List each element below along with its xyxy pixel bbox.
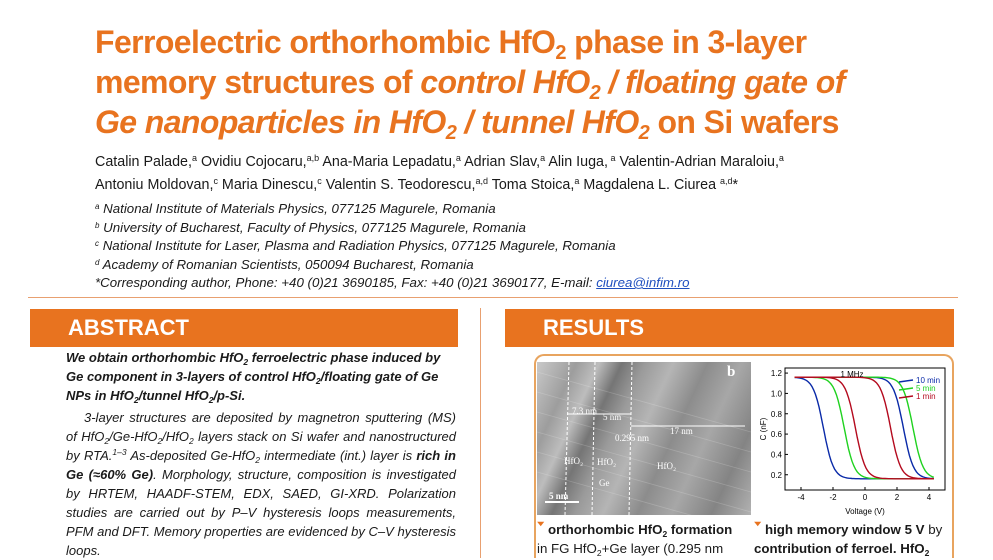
tem-layer-label: HfO₂ <box>597 457 617 467</box>
tem-micrograph <box>537 362 751 515</box>
x-tick-label: 4 <box>926 493 932 502</box>
results-heading: RESULTS <box>505 309 954 347</box>
y-tick-label: 1.2 <box>770 369 782 379</box>
header-divider <box>28 297 958 298</box>
tem-panel-label: b <box>727 364 736 380</box>
affiliation: $^d$ Academy of Romanian Scientists, 050094 Bucharest, Romania <box>95 256 474 272</box>
affiliation: $^b$ University of Bucharest, Faculty of Physics, 077125 Magurele, Romania <box>95 219 526 235</box>
affiliation: $^c$ National Institute for Laser, Plasma and Radiation Physics, 077125 Magurele, Romania <box>95 238 616 253</box>
y-tick-label: 0.8 <box>770 409 782 419</box>
tem-scale-bar-label: 5 nm <box>549 491 569 501</box>
cv-hysteresis-chart <box>757 362 955 520</box>
chart-title: 1 MHz <box>840 370 864 379</box>
tem-dimension-label: 17 nm <box>670 426 693 436</box>
x-tick-label: -2 <box>829 493 837 502</box>
y-tick-label: 0.2 <box>770 470 782 480</box>
tem-layer-label: HfO₂ <box>564 456 584 466</box>
y-tick-label: 1.0 <box>770 389 782 399</box>
affiliation: $^a$ National Institute of Materials Physics, 077125 Magurele, Romania <box>95 201 496 216</box>
x-tick-label: -4 <box>797 493 805 502</box>
poster-title: Ferroelectric orthorhombic HfO$_2$ phase in 3-layer memory structures of control HfO$_2$ / floating gate of Ge nanoparticles in HfO$_2$ / tunnel HfO$_2$ on Si wafers <box>95 24 845 144</box>
affiliation-list <box>95 200 965 293</box>
tem-layer-label: HfO₂ <box>657 461 677 471</box>
tem-dimension-label: 5 nm <box>603 412 622 422</box>
y-tick-label: 0.4 <box>770 450 782 460</box>
abstract-body: 3-layer structures are deposited by magnetron sputtering (MS) of HfO$_2$/Ge-HfO$_2$/HfO$_2$ layers stack on Si wafer and nanostructured by RTA.$^{1-3}$ As-deposited Ge-HfO$_2$ intermediate (int.) layer is rich in Ge (≈60% Ge). Morphology, structure, composition is investigated by HRTEM, HAADF-STEM, EDX, SAED, GI-XRD. Polarization studies are carried out by P–V hysteresis loops measurements, PFM and DFT. Memory properties are evidenced by C–V hysteresis loops. <box>66 410 456 558</box>
y-axis-label: C (nF) <box>759 417 768 441</box>
email-link[interactable]: ciurea@infim.ro <box>596 275 690 290</box>
down-arrow-icon: 🢓 <box>537 522 545 537</box>
y-tick-label: 0.6 <box>770 430 782 440</box>
figure-caption-tem: 🢓 orthorhombic HfO$_2$ formation in FG HfO$_2$+Ge layer (0.295 nm <box>537 522 733 558</box>
tem-dimension-label: 7.3 nm <box>572 406 598 416</box>
x-tick-label: 0 <box>862 493 868 502</box>
x-axis-label: Voltage (V) <box>845 507 885 516</box>
x-tick-label: 2 <box>894 493 900 502</box>
abstract-heading: ABSTRACT <box>30 309 458 347</box>
corresponding-author: *Corresponding author, Phone: +40 (0)21 3690185, Fax: +40 (0)21 3690177, E-mail: ciurea@infim.ro <box>95 275 690 290</box>
tem-dimension-label: 0.295 nm <box>615 433 650 443</box>
column-divider <box>480 308 481 558</box>
down-arrow-icon: 🢓 <box>754 522 762 537</box>
figure-caption-cv: 🢓 high memory window 5 V by contribution of ferroel. HfO$_2$ <box>754 522 943 558</box>
author-list: Catalin Palade,$^a$ Ovidiu Cojocaru,$^{a,b}$ Ana-Maria Lepadatu,$^a$ Adrian Slav,$^a$ Alin Iuga, $^a$ Valentin-Adrian Maraloiu,$^a$ Antoniu Moldovan,$^c$ Maria Dinescu,$^c$ Valentin S. Teodorescu,$^{a,d}$ Toma Stoica,$^a$ Magdalena L. Ciurea $^{a,d}$* <box>95 153 784 193</box>
legend-label: 5 min <box>916 384 936 393</box>
legend-label: 1 min <box>916 392 936 401</box>
tem-layer-label: Ge <box>599 478 610 488</box>
legend-label: 10 min <box>916 376 941 385</box>
abstract-lead: We obtain orthorhombic HfO$_2$ ferroelectric phase induced by Ge component in 3-layers of control HfO$_2$/floating gate of Ge NPs in HfO$_2$/tunnel HfO$_2$/p-Si. <box>66 350 441 405</box>
